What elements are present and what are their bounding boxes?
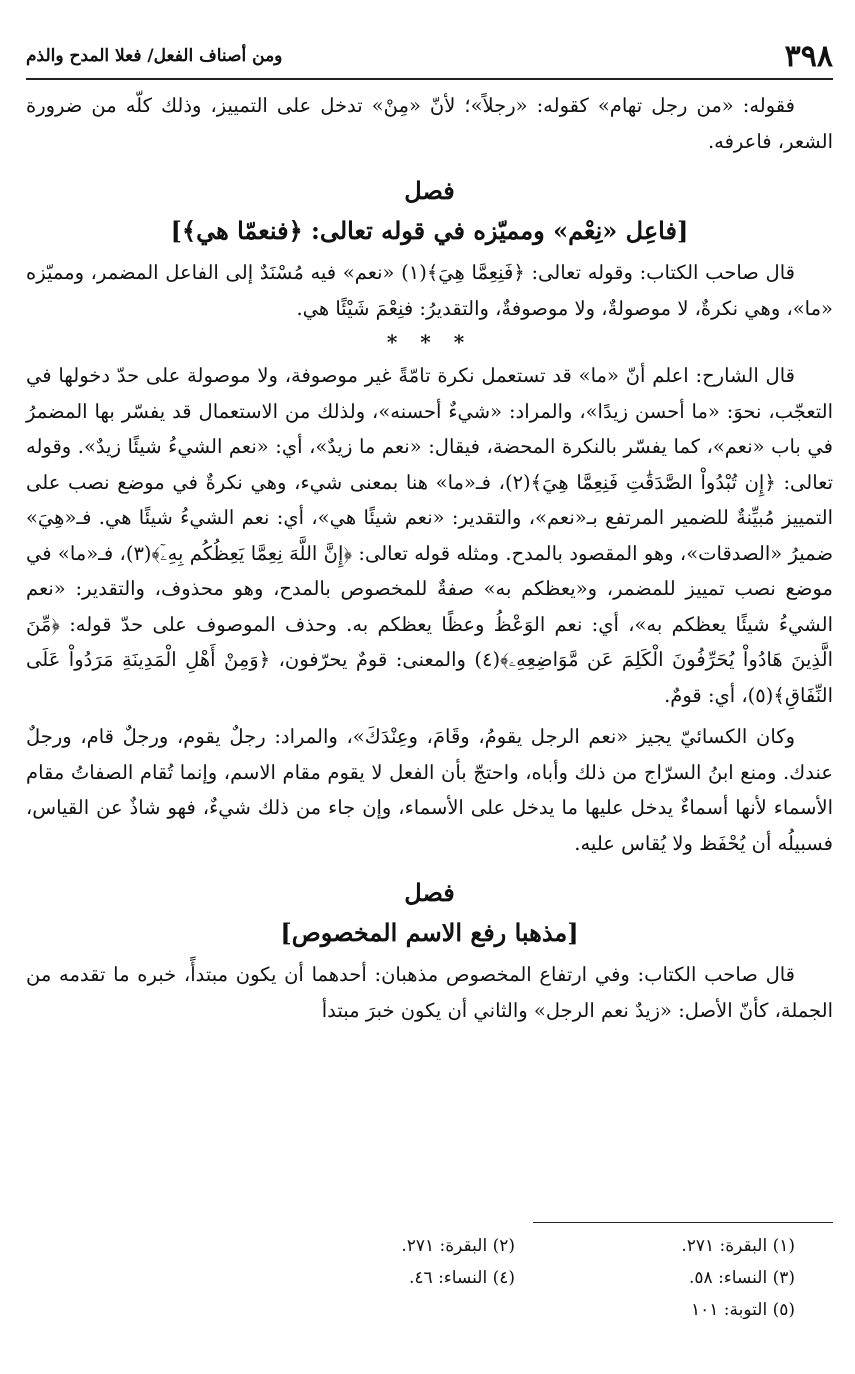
paragraph-kisai: وكان الكسائيّ يجيز «نعم الرجل يقومُ، وقَامَ، وعِنْدَكَ»، والمراد: رجلٌ يقوم، ورجلٌ قام، ورجلٌ عندك. ومنع ابنُ السرّاج من ذلك وأباه، واحتجّ بأن الفعل لا يقوم مقام الاسم، وإنما تُقام الصفاتُ مقام الأسماء لأنها أسماءٌ يدخل عليها ما يدخل على الأسماء، وإن جاء من ذلك شيءٌ، فهو شاذٌ عن القياس، فسبيلُه أن يُحْفَظ ولا يُقاس عليه.	[26, 725, 833, 855]
footnote-5: (٥) التوبة: ١٠١	[690, 1300, 795, 1320]
section-heading-fasl: فصل	[404, 176, 455, 205]
paragraph-author-text: قال صاحب الكتاب: وقوله تعالى: ﴿فَنِعِمَّا هِيَ﴾(١) «نعم» فيه مُسْنَدٌ إلى الفاعل المضمر، ومميّزه «ما»، وهي نكرةٌ، لا موصولةٌ، ولا موصوفةٌ، والتقديرُ: فنِعْمَ شَيْئًا هي.	[26, 261, 833, 320]
footnote-row	[235, 1230, 795, 1262]
footnote-rule	[533, 1222, 833, 1223]
page-body	[26, 88, 833, 1028]
paragraph-commentary: قال الشارح: اعلم أنّ «ما» قد تستعمل نكرة تامّةً غير موصوفة، ولا موصولة على حدّ دخولها في التعجّب، نحوَ: «ما أحسن زيدًا»، والمراد: «شيءٌ أحسنه»، ولذلك من الاستعمال قد يفسّر بها المضمرُ في باب «نعم»، كما يفسّر بالنكرة المحضة، فيقال: «نعم ما زيدٌ»، أي: «نعم الشيءُ شيئًا زيدٌ». وقوله تعالى: ﴿إِن تُبْدُواْ الصَّدَقَٰتِ فَنِعِمَّا هِيَ﴾(٢)، فـ«ما» هنا بمعنى شيء، وهي نكرةٌ في موضع نصب على التمييز مُبيِّنةٌ للضمير المرتفع بـ«نعم»، والتقدير: «نعم شيئًا هي»، أي: نعم الشيءُ شيئًا هي. فـ«هِيَ» ضميرُ «الصدقات»، وهو المقصود بالمدح. ومثله قوله تعالى: ﴿إِنَّ اللَّهَ نِعِمَّا يَعِظُكُم بِهِۦٓ﴾(٣)، فـ«ما» في موضع نصب تمييز للمضمر، و«يعظكم به» صفةٌ للمخصوص بالمدح، وهو محذوف، والتقدير: «نعم الشيءُ شيئًا يعظكم به»، أي: نعم الوَعْظُ وعظًا يعظكم به. وحذف الموصوف على حدّ قوله: ﴿مِّنَ الَّذِينَ هَادُواْ يُحَرِّفُونَ الْكَلِمَ عَن مَّوَاضِعِهِۦ﴾(٤) والمعنى: قومٌ يحرّفون، ﴿وَمِنْ أَهْلِ الْمَدِينَةِ مَرَدُواْ عَلَى النِّفَاقِ﴾(٥)، أي: قومٌ.	[26, 364, 834, 707]
page-number: ٣٩٨	[784, 38, 833, 74]
separator-stars: * * *	[386, 330, 473, 354]
footnote-row	[235, 1262, 795, 1294]
footnotes	[235, 1230, 795, 1326]
footnote-row	[235, 1294, 795, 1326]
running-title: ومن أصناف الفعل/ فعلا المدح والذم	[26, 46, 283, 66]
footnote-1: (١) البقرة: ٢٧١.	[681, 1236, 795, 1256]
footnote-4: (٤) النساء: ٤٦.	[409, 1268, 515, 1288]
section-heading-fasl-2: فصل	[404, 878, 455, 907]
paragraph-author-text-2: قال صاحب الكتاب: وفي ارتفاع المخصوص مذهبان: أحدهما أن يكون مبتدأً، خبره ما تقدمه من الجملة، كأنّ الأصل: «زيدٌ نعم الرجل» والثاني أن يكون خبرَ مبتدأ	[26, 963, 833, 1022]
paragraph-intro: فقوله: «من رجل تهام» كقوله: «رجلاً»؛ لأنّ «مِنْ» تدخل على التمييز، وذلك كلّه من ضرورة الشعر، فاعرفه.	[26, 94, 833, 153]
page-header	[26, 34, 833, 80]
section-subheading-2: [مذهبا رفع الاسم المخصوص]	[280, 918, 579, 947]
section-subheading: [فاعِل «نِعْم» ومميّزه في قوله تعالى: ﴿فنعمّا هي﴾]	[170, 216, 689, 245]
footnote-2: (٢) البقرة: ٢٧١.	[401, 1236, 515, 1256]
footnote-3: (٣) النساء: ٥٨.	[689, 1268, 795, 1288]
